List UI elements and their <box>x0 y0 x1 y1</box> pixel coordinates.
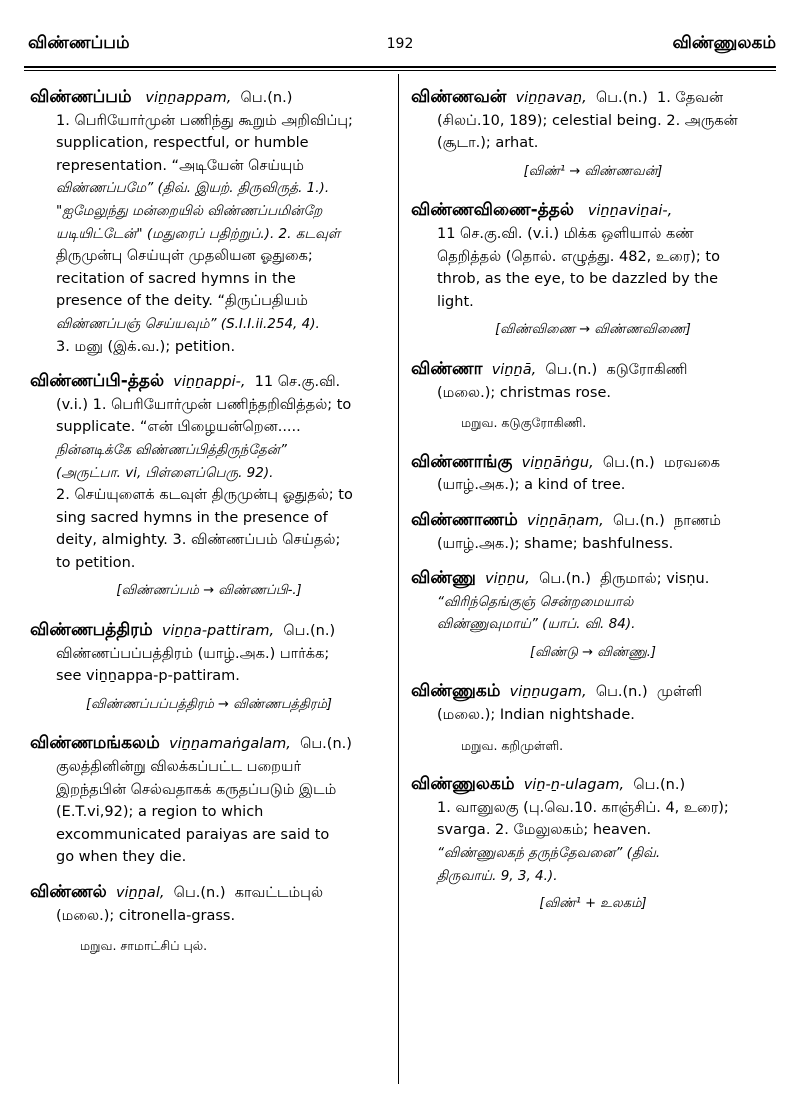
definition-line: see viṉṉappa-p-pattiram. <box>56 668 240 685</box>
definition-line: 2. செய்யுளைக் கடவுள் திருமுன்பு ஓதுதல்; to <box>56 487 353 504</box>
definition-line: svarga. 2. மேலுலகம்; heaven. <box>437 822 652 839</box>
headword: விண்ணப்பி-த்தல் <box>30 371 165 392</box>
definition-line: to petition. <box>56 554 136 571</box>
page-number: 192 <box>386 36 414 52</box>
transliteration: viṉṉal, <box>115 885 165 901</box>
transliteration: viṉṉappam, <box>145 90 232 106</box>
quotation-line: யடியிட்டேன்" (மதுரைப் பதிற்றுப்.). 2. கடவுள் <box>56 225 341 242</box>
definition-line: (மலை.); Indian nightshade. <box>437 707 635 724</box>
synonym: மறுவ. கடுகுரோகிணி. <box>461 415 587 431</box>
header-rule <box>24 66 776 68</box>
etymology: [விண்ணப்பப்பத்திரம் → விண்ணபத்திரம்] <box>85 696 332 712</box>
headword: விண்ணமங்கலம் <box>30 733 160 754</box>
definition-line: திருமுன்பு செய்யுள் முதலியன ஓதுகை; <box>56 248 313 265</box>
header-rule-thin <box>24 70 776 71</box>
definition-line: (சூடா.); arhat. <box>437 135 539 152</box>
transliteration: viṉṉāṅgu, <box>521 454 594 471</box>
definition-line: recitation of sacred hymns in the <box>56 270 296 287</box>
quotation-line: விண்ணுவுமாய்” (யாப். வி. 84). <box>437 616 636 633</box>
etymology: [விண்டு → விண்ணு.] <box>530 644 656 660</box>
definition-line: (v.i.) 1. பெரியோர்முன் பணிந்தறிவித்தல்; to <box>56 396 352 413</box>
headword: விண்ணல் <box>30 882 107 902</box>
part-of-speech: பெ.(n.) <box>633 777 686 794</box>
definition-line: தெறித்தல் (தொல். எழுத்து. 482, உரை); to <box>437 248 720 265</box>
definition-line: supplicate. “என் பிழையன்றென..... <box>56 419 301 436</box>
headword: விண்ணு <box>411 568 476 589</box>
part-of-speech: பெ.(n.) <box>300 736 352 753</box>
definition-line: குலத்தினின்று விலக்கப்பட்ட பறையர் <box>56 759 302 776</box>
definition-line: 1. தேவன் <box>656 90 724 106</box>
dictionary-entry <box>411 509 775 555</box>
synonym: மறுவ. கறிமுள்ளி. <box>461 737 564 753</box>
definition-line: மரவகை <box>663 454 720 471</box>
transliteration: viṉṉā, <box>491 361 537 378</box>
definition-line: திருமால்; visṇu. <box>600 571 710 588</box>
definition-line: (யாழ்.அக.); a kind of tree. <box>437 477 626 494</box>
quotation-line: விண்ணப்பமே” (திவ். இயற். திருவிருத். 1.). <box>56 180 330 197</box>
headword: விண்ணாங்கு <box>411 451 513 472</box>
definition-line: (சிலப்.10, 189); celestial being. 2. அருகன் <box>437 112 738 129</box>
transliteration: viṉ-ṉ-ulagam, <box>523 777 625 794</box>
part-of-speech: பெ.(n.) <box>283 623 336 640</box>
definition-line: 1. வானுலகு (பு.வெ.10. காஞ்சிப். 4, உரை); <box>437 799 729 816</box>
quotation-line: விண்ணப்பஞ் செய்யவும்” (S.I.I.ii.254, 4). <box>56 315 320 332</box>
definition-line: (யாழ்.அக.); shame; bashfulness. <box>437 535 674 552</box>
part-of-speech: 11 செ.கு.வி. <box>254 374 341 391</box>
headword: விண்ணவிணை-த்தல் <box>411 200 574 221</box>
headword: விண்ணா <box>411 358 483 379</box>
quotation-line: “விரிந்தெங்குஞ் சென்றமையால் <box>437 593 634 610</box>
part-of-speech: பெ.(n.) <box>539 571 591 588</box>
dictionary-entry <box>411 567 775 664</box>
transliteration: viṉṉugam, <box>509 684 587 701</box>
definition-line: 3. மனு (இக்.வ.); petition. <box>56 338 236 355</box>
etymology: [விண்விணை → விண்ணவிணை] <box>495 322 691 338</box>
part-of-speech: பெ.(n.) <box>595 90 648 106</box>
quotation-line: “விண்ணுலகந் தருந்தேவனை” (திவ். <box>437 845 661 862</box>
definition-line: 1. பெரியோர்முன் பணிந்து கூறும் அறிவிப்பு; <box>56 112 353 129</box>
dictionary-entry <box>30 732 388 869</box>
dictionary-entry <box>411 199 775 342</box>
definition-line: throb, as the eye, to be dazzled by the <box>437 271 719 288</box>
transliteration: viṉṉappi-, <box>173 374 246 391</box>
definition-line: முள்ளி <box>656 684 703 701</box>
transliteration: viṉṉavaṉ, <box>515 90 587 106</box>
definition-line: presence of the deity. “திருப்பதியம் <box>56 293 308 310</box>
definition-line: இறந்தபின் செல்வதாகக் கருதப்படும் இடம் <box>56 781 337 798</box>
definition-line: (மலை.); christmas rose. <box>437 384 612 401</box>
definition-line: supplication, respectful, or humble <box>56 135 309 152</box>
dictionary-entry <box>411 680 775 757</box>
quotation-line: நின்னடிக்கே விண்ணப்பித்திருந்தேன்” <box>56 441 287 458</box>
headword: விண்ணபத்திரம் <box>30 620 153 641</box>
definition-line: 11 செ.கு.வி. (v.i.) மிக்க ஒளியால் கண் <box>437 225 694 242</box>
definition-line: deity, almighty. 3. விண்ணப்பம் செய்தல்; <box>56 532 341 549</box>
quotation-line: திருவாய். 9, 3, 4.). <box>437 867 558 884</box>
headword: விண்ணப்பம் <box>30 87 132 107</box>
definition-line: representation. “அடியேன் செய்யும் <box>56 157 304 174</box>
quotation-line: (அருட்பா. vi, பிள்ளைப்பெரு. 92). <box>56 464 274 481</box>
headword: விண்ணுகம் <box>411 681 501 702</box>
part-of-speech: பெ.(n.) <box>595 684 648 701</box>
dictionary-entry <box>411 86 775 183</box>
left-column <box>30 86 388 974</box>
running-head-left: விண்ணப்பம் <box>28 33 130 53</box>
headword: விண்ணுலகம் <box>411 774 515 795</box>
transliteration: viṉṉāṇam, <box>527 512 604 529</box>
quotation-line: "ஐமேலுந்து மன்றையில் விண்ணப்பமின்றே <box>56 202 323 219</box>
definition-line: (மலை.); citronella-grass. <box>56 907 236 924</box>
dictionary-entry <box>30 881 388 958</box>
part-of-speech: பெ.(n.) <box>240 90 293 106</box>
part-of-speech: பெ.(n.) <box>602 454 655 471</box>
synonym: மறுவ. சாமாட்சிப் புல். <box>80 938 208 954</box>
transliteration: viṉṉamaṅgalam, <box>169 736 291 753</box>
definition-line: (E.T.vi,92); a region to which <box>56 804 264 821</box>
definition-line: கடுரோகிணி <box>606 361 688 378</box>
dictionary-entry <box>30 86 388 358</box>
dictionary-entry <box>30 619 388 716</box>
headword: விண்ணாணம் <box>411 509 518 530</box>
etymology: [விண்¹ → விண்ணவன்] <box>523 163 663 179</box>
part-of-speech: பெ.(n.) <box>173 885 226 901</box>
etymology: [விண்¹ + உலகம்] <box>539 896 647 912</box>
transliteration: viṉṉaviṉai-, <box>587 203 673 220</box>
part-of-speech: பெ.(n.) <box>612 512 665 529</box>
definition-line: sing sacred hymns in the presence of <box>56 509 328 526</box>
running-head-right: விண்ணுலகம் <box>672 33 776 53</box>
column-divider <box>398 74 399 1084</box>
transliteration: viṉṉa-pattiram, <box>161 623 275 640</box>
dictionary-entry <box>411 451 775 497</box>
dictionary-entry <box>411 358 775 435</box>
definition-line: light. <box>437 293 474 310</box>
definition-line: excommunicated paraiyas are said to <box>56 826 330 843</box>
transliteration: viṉṉu, <box>485 571 530 588</box>
definition-line: go when they die. <box>56 849 187 866</box>
dictionary-entry <box>30 370 388 603</box>
definition-line: நாணம் <box>673 512 721 529</box>
definition-line: விண்ணப்பப்பத்திரம் (யாழ்.அக.) பார்க்க; <box>56 645 330 662</box>
part-of-speech: பெ.(n.) <box>545 361 598 378</box>
etymology: [விண்ணப்பம் → விண்ணப்பி-.] <box>116 583 302 599</box>
right-column <box>411 86 775 932</box>
dictionary-entry <box>411 773 775 916</box>
definition-line: காவட்டம்புல் <box>234 885 324 901</box>
headword: விண்ணவன் <box>411 87 507 107</box>
